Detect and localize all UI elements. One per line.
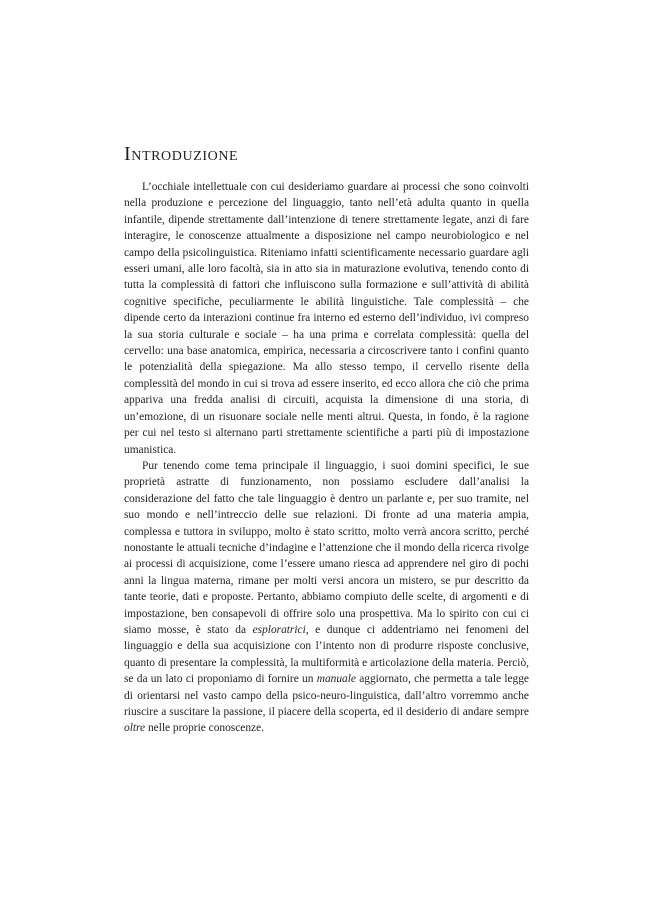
paragraph (124, 458, 529, 737)
emphasis-text: oltre (124, 722, 146, 735)
text-segment: , e dunque ci addentriamo nei fenomeni del linguaggio e della sua acquisizione con l’intento non di produrre risposte conclusive, quanto di presentare la complessità, la multiformità e articolazione della materia. Perciò, se da un lato ci proponiamo di fornire un (124, 623, 530, 686)
emphasis-text: esploratrici (252, 623, 306, 636)
paragraph (124, 179, 529, 458)
body-text (124, 179, 529, 737)
chapter-title: Introduzione (124, 143, 239, 165)
emphasis-text: manuale (316, 673, 356, 686)
text-segment: L’occhiale intellettuale con cui desideriamo guardare ai processi che sono coinvolti nella produzione e percezione del linguaggio, tanto nell’età adulta quanto in quella infantile, dipende strettamente dall’intenzione di tenere strettamente legate, anzi di fare interagire, le conoscenze attualmente a disposizione nel campo neurobiologico e nel campo della psicolinguistica. Riteniamo infatti scientificamente necessario guardare agli esseri umani, alle loro facoltà, sia in atto sia in maturazione evolutiva, tenendo conto di tutta la complessità di fattori che influiscono sulla formazione e sull’attività di abilità cognitive specifiche, peculiarmente le abilità linguistiche. Tale complessità – che dipende certo da interazioni continue fra interno ed esterno dell’individuo, ivi compreso la sua storia culturale e sociale – ha una prima e correlata complessità: quella del cervello: una base anatomica, empirica, necessaria a circoscrivere tanto i confini quanto le potenzialità della spiegazione. Ma allo stesso tempo, il cervello risente della complessità del mondo in cui si trova ad essere inserito, ed ecco allora che ciò che prima appariva una fredda analisi di circuiti, acquista la dimensione di una storia, di un’emozione, di un risuonare sociale nelle menti altrui. Questa, in fondo, è la ragione per cui nel testo si alternano parti strettamente scientifiche a parti più di impostazione umanistica. (124, 181, 529, 456)
text-segment: nelle proprie conoscenze. (145, 722, 265, 735)
text-segment: aggiornato, che permetta a tale legge di orientarsi nel vasto campo della psico-neuro-linguistica, dall’altro vorremmo anche riuscire a suscitare la passione, il piacere della scoperta, ed il desiderio di andare sempre (124, 673, 529, 718)
text-segment: Pur tenendo come tema principale il linguaggio, i suoi domini specifici, le sue proprietà astratte di funzionamento, non possiamo escludere dall’analisi la considerazione del fatto che tale linguaggio è dentro un parlante e, per suo tramite, nel suo mondo e nell’intreccio delle sue relazioni. Di fronte ad una materia ampia, complessa e tuttora in sviluppo, molto è stato scritto, molto verrà ancora scritto, perché nonostante le attuali tecniche d’indagine e l’attenzione che il mondo della ricerca rivolge ai processi di acquisizione, come l’essere umano riesca ad apprendere nel giro di pochi anni la lingua materna, rimane per molti versi ancora un mistero, se pur descritto da tante teorie, dati e proposte. Pertanto, abbiamo compiuto delle scelte, di argomenti e di impostazione, ben consapevoli di offrire solo una prospettiva. Ma lo spirito con cui ci siamo mosse, è stato da (124, 459, 529, 636)
